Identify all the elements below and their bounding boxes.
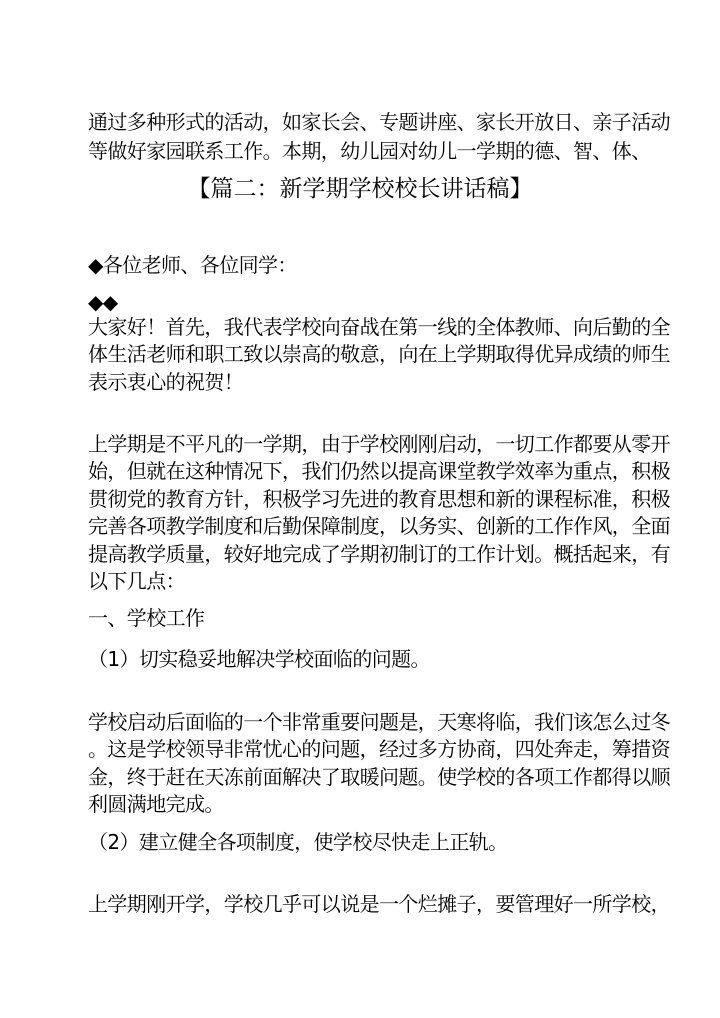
para4-line-1: 上学期刚开学，学校几乎可以说是一个烂摊子，要管理好一所学校，	[88, 892, 670, 916]
greeting-line: ◆各位老师、各位同学：	[88, 253, 297, 277]
diamond-marks: ◆◆	[88, 290, 118, 314]
subheading-1: （1）切实稳妥地解决学校面临的问题。	[88, 647, 430, 671]
para2-line-5: 提高教学质量，较好地完成了学期初制订的工作计划。概括起来，有	[88, 542, 670, 566]
para3-line-1: 学校启动后面临的一个非常重要问题是，天寒将临，我们该怎么过冬	[88, 710, 670, 734]
section-title: 【篇二：新学期学校校长讲话稿】	[187, 176, 533, 202]
para2-line-4: 完善各项教学制度和后勤保障制度，以务实、创新的工作作风，全面	[88, 514, 670, 538]
para2-line-1: 上学期是不平凡的一学期，由于学校刚刚启动，一切工作都要从零开	[88, 432, 670, 456]
para1-line-3: 表示衷心的祝贺！	[88, 370, 244, 394]
intro-line-1: 通过多种形式的活动，如家长会、专题讲座、家长开放日、亲子活动	[88, 110, 670, 134]
para2-line-6: 以下几点：	[88, 569, 185, 593]
para3-line-3: 金，终于赶在天冻前面解决了取暖问题。使学校的各项工作都得以顺	[88, 765, 670, 789]
para3-line-2: 。这是学校领导非常忧心的问题，经过多方协商，四处奔走，筹措资	[88, 737, 670, 761]
heading-school-work: 一、学校工作	[88, 606, 205, 630]
para1-line-1: 大家好！首先，我代表学校向奋战在第一线的全体教师、向后勤的全	[88, 315, 670, 339]
subheading-2: （2）建立健全各项制度，使学校尽快走上正轨。	[88, 830, 508, 854]
para2-line-2: 始，但就在这种情况下，我们仍然以提高课堂教学效率为重点，积极	[88, 459, 670, 483]
para3-line-4: 利圆满地完成。	[88, 792, 224, 816]
para1-line-2: 体生活老师和职工致以崇高的敬意，向在上学期取得优异成绩的师生	[88, 342, 670, 366]
intro-line-2: 等做好家园联系工作。本期，幼儿园对幼儿一学期的德、智、体、	[88, 139, 651, 163]
para2-line-3: 贯彻党的教育方针，积极学习先进的教育思想和新的课程标准，积极	[88, 487, 670, 511]
